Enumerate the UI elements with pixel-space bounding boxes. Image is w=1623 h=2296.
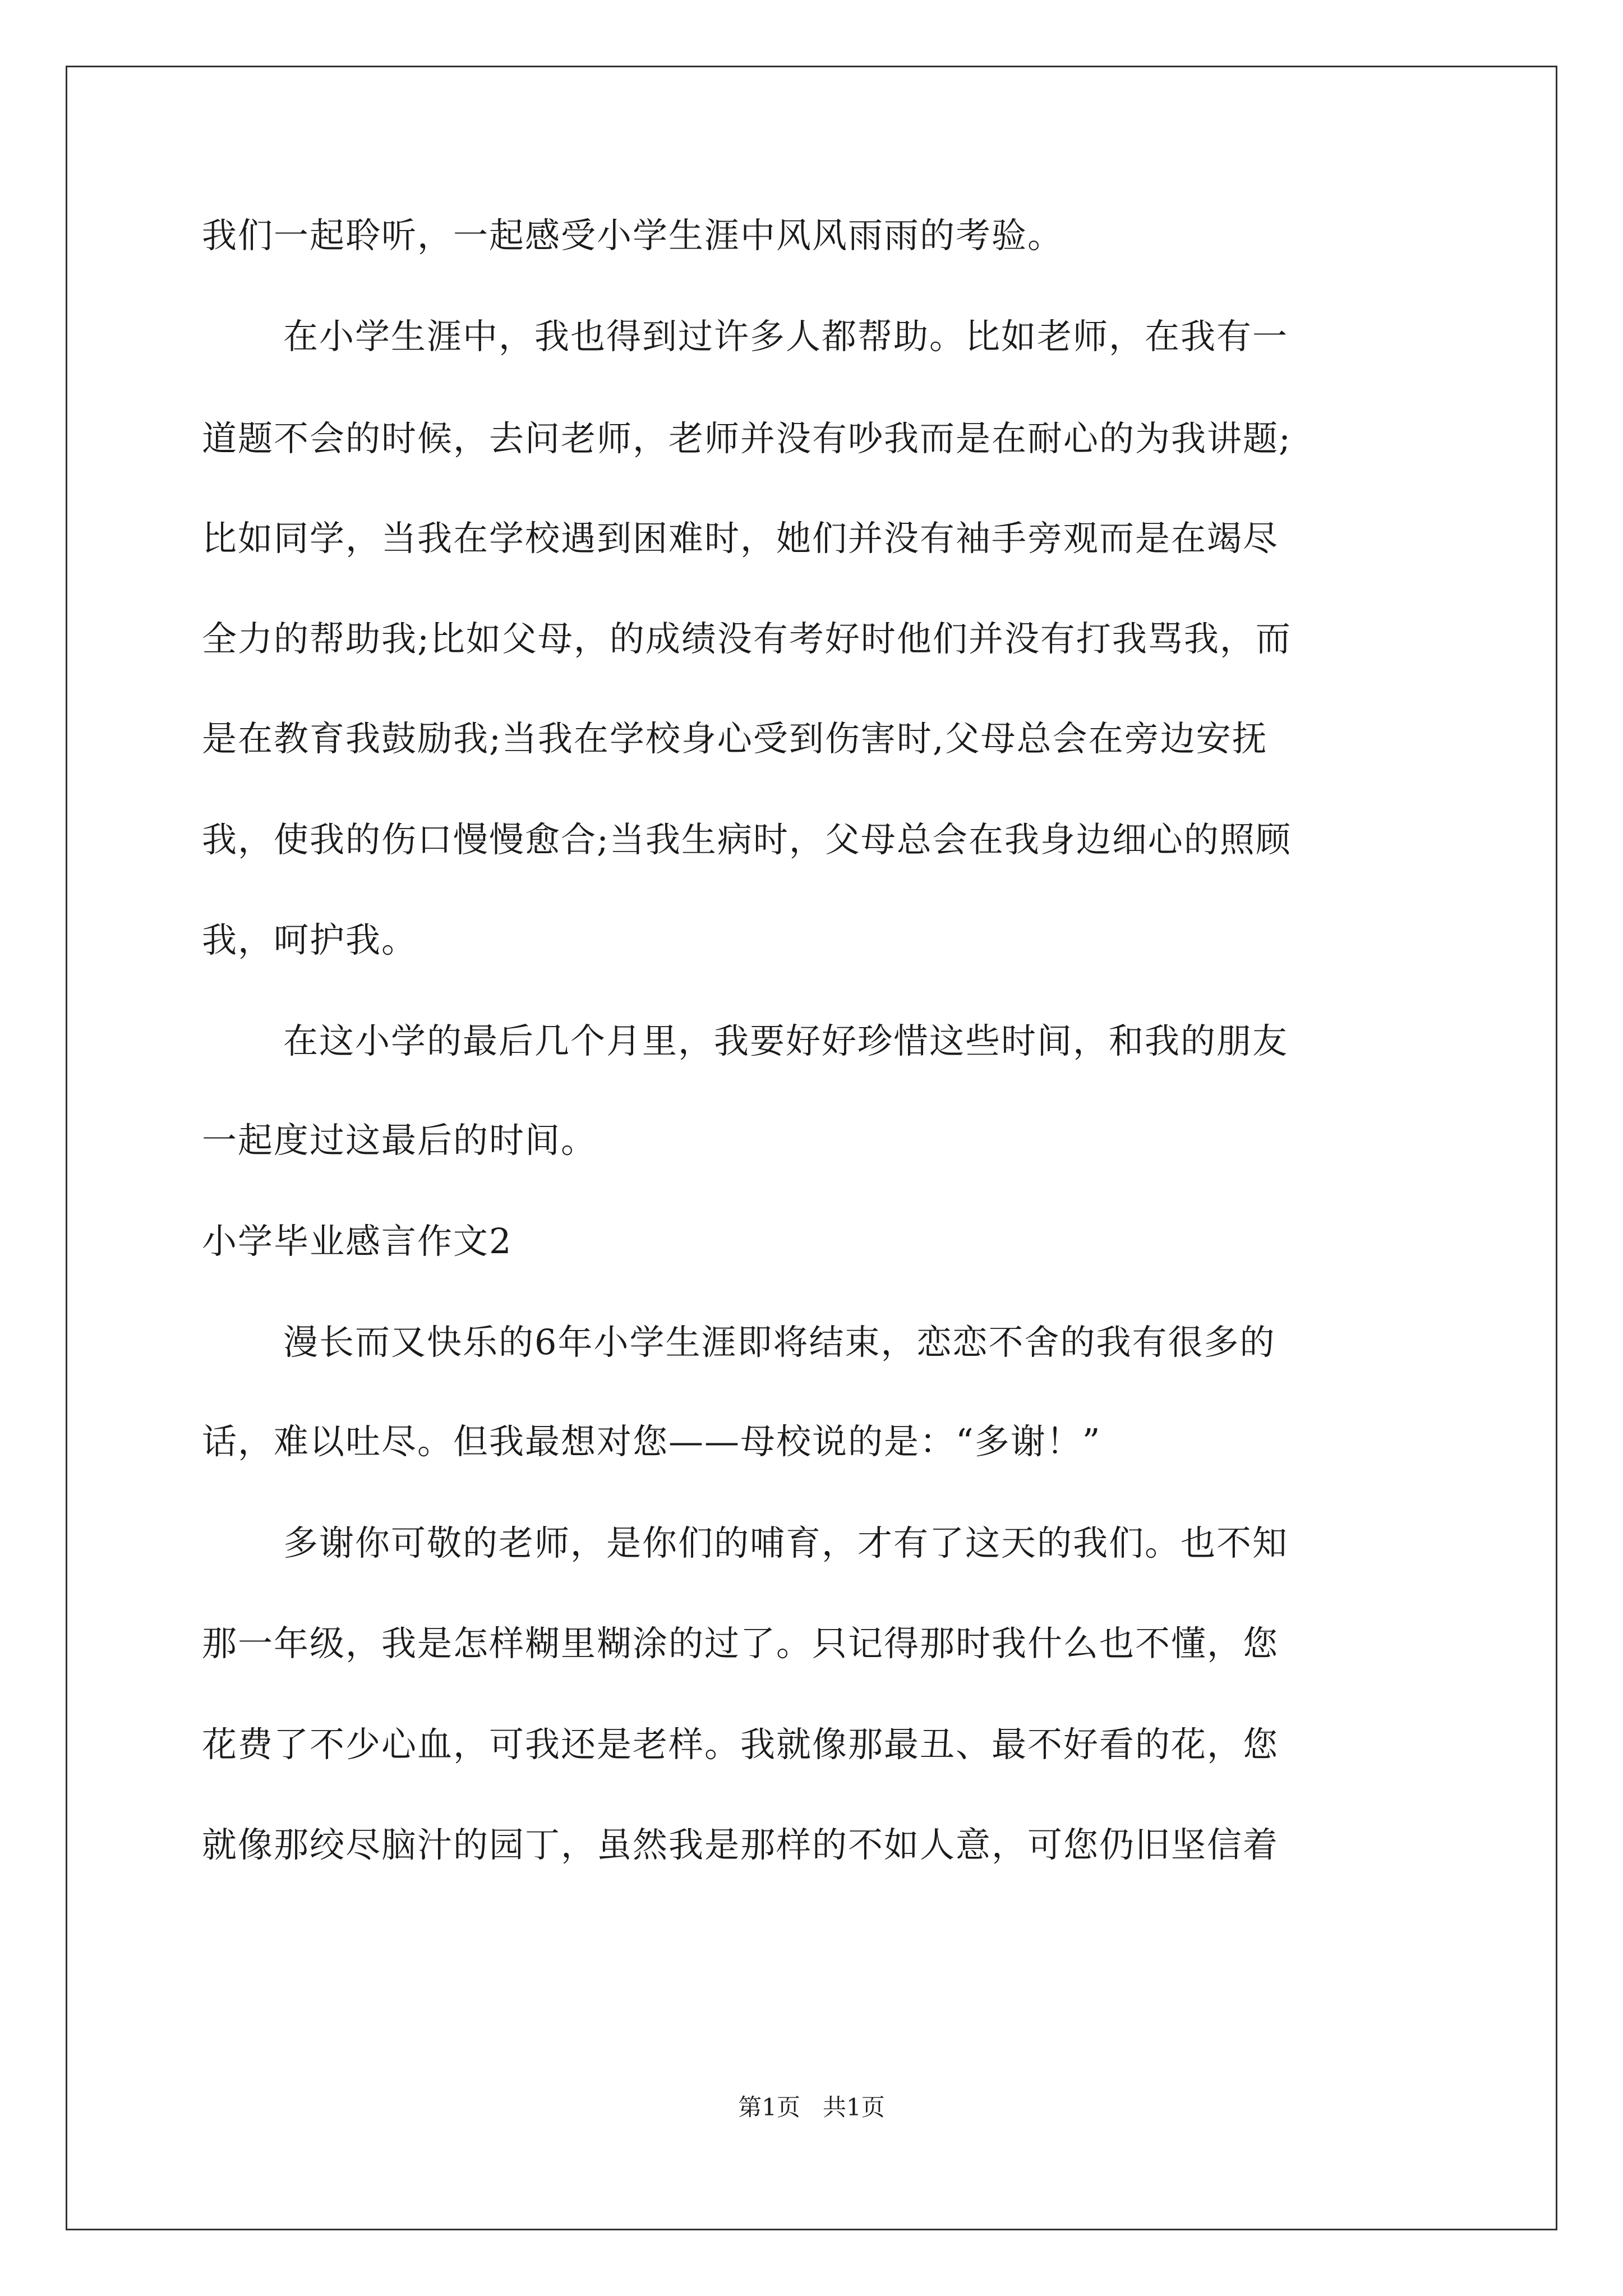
- page-number-footer: 第1页 共1页: [738, 2093, 885, 2121]
- text-line: 是在教育我鼓励我;当我在学校身心受到伤害时,父母总会在旁边安抚: [202, 718, 1268, 759]
- text-line: 道题不会的时候，去问老师，老师并没有吵我而是在耐心的为我讲题;: [202, 418, 1292, 459]
- text-line: 那一年级，我是怎样糊里糊涂的过了。只记得那时我什么也不懂，您: [202, 1623, 1279, 1664]
- text-line: 我，使我的伤口慢慢愈合;当我生病时，父母总会在我身边细心的照顾: [202, 819, 1292, 860]
- paragraph-start-line: 在这小学的最后几个月里，我要好好珍惜这些时间，和我的朋友: [283, 1020, 1289, 1061]
- paragraph-start-line: 多谢你可敬的老师，是你们的哺育，才有了这天的我们。也不知: [283, 1522, 1289, 1563]
- text-line: 我，呵护我。: [202, 919, 418, 960]
- paragraph-start-line: 在小学生涯中，我也得到过许多人都帮助。比如老师，在我有一: [283, 316, 1289, 357]
- text-line: 一起度过这最后的时间。: [202, 1120, 597, 1161]
- text-line: 比如同学，当我在学校遇到困难时，她们并没有袖手旁观而是在竭尽: [202, 518, 1279, 559]
- paragraph-start-line: 漫长而又快乐的6年小学生涯即将结束，恋恋不舍的我有很多的: [283, 1322, 1276, 1363]
- text-line: 就像那绞尽脑汁的园丁，虽然我是那样的不如人意，可您仍旧坚信着: [202, 1824, 1279, 1865]
- text-line: 话，难以吐尽。但我最想对您——母校说的是：“多谢！”: [202, 1421, 1101, 1462]
- text-line: 全力的帮助我;比如父母，的成绩没有考好时他们并没有打我骂我，而: [202, 618, 1292, 659]
- section-heading: 小学毕业感言作文2: [202, 1221, 513, 1262]
- text-line: 我们一起聆听，一起感受小学生涯中风风雨雨的考验。: [202, 215, 1064, 256]
- text-line: 花费了不少心血，可我还是老样。我就像那最丑、最不好看的花，您: [202, 1724, 1279, 1765]
